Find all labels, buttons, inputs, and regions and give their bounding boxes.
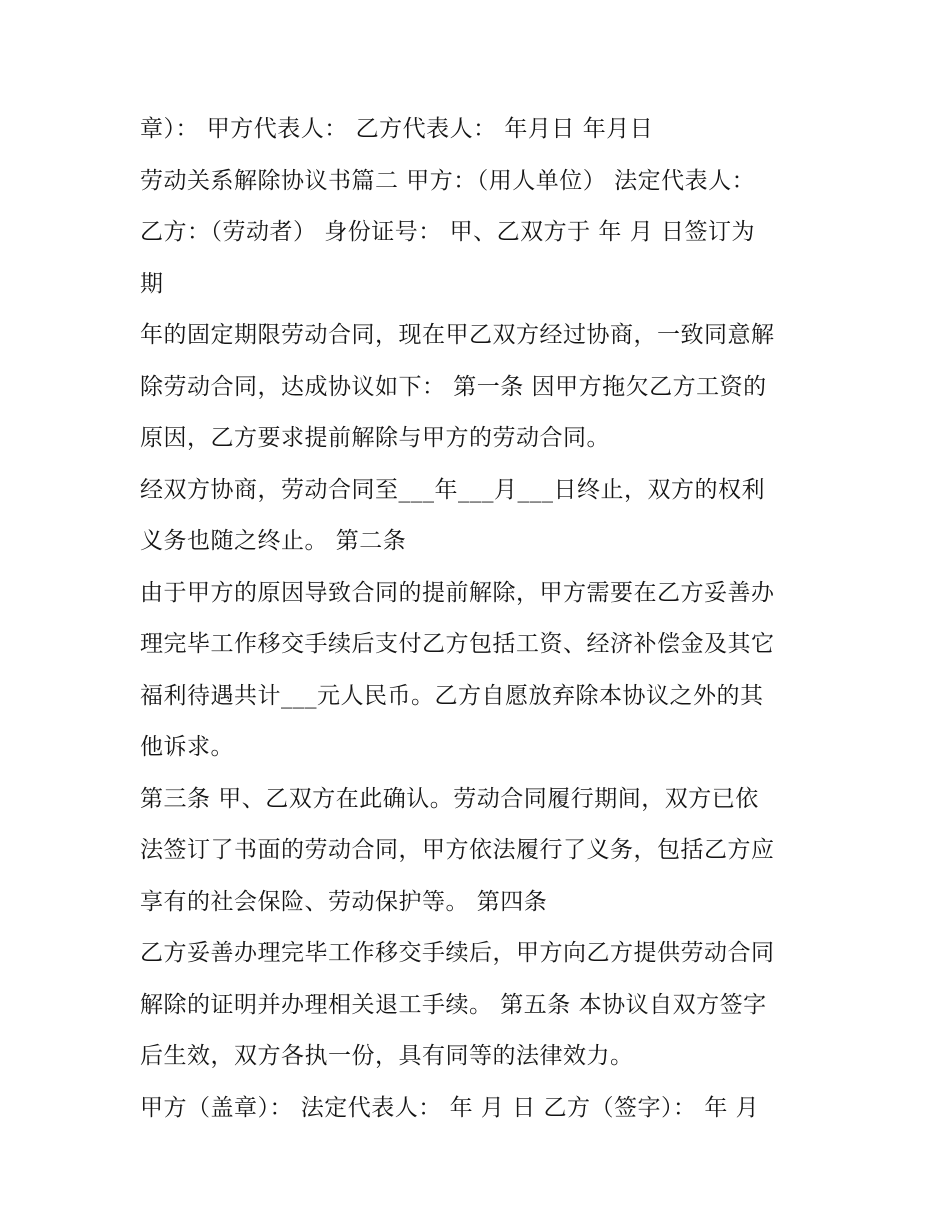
text-line: 第三条 甲、乙双方在此确认。劳动合同履行期间，双方已依 bbox=[140, 785, 759, 812]
text-line: 乙方：（劳动者） 身份证号： 甲、乙双方于 年 月 日签订为 bbox=[140, 219, 756, 245]
text-line: 除劳动合同，达成协议如下： 第一条 因甲方拖欠乙方工资的 bbox=[140, 373, 767, 400]
document-body bbox=[140, 108, 820, 1138]
text-line: 由于甲方的原因导致合同的提前解除，甲方需要在乙方妥善办 bbox=[140, 579, 775, 606]
text-line: 法签订了书面的劳动合同，甲方依法履行了义务，包括乙方应 bbox=[140, 837, 775, 863]
text-line: 理完毕工作移交手续后支付乙方包括工资、经济补偿金及其它 bbox=[140, 631, 775, 657]
text-line: 后生效，双方各执一份，具有同等的法律效力。 bbox=[140, 1043, 634, 1069]
text-line: 年的固定期限劳动合同，现在甲乙双方经过协商，一致同意解 bbox=[140, 322, 775, 348]
text-line: 他诉求。 bbox=[140, 734, 234, 760]
text-line: 甲方（盖章）： 法定代表人： 年 月 日 乙方（签字）： 年 月 bbox=[140, 1094, 760, 1121]
text-line: 原因，乙方要求提前解除与甲方的劳动合同。 bbox=[140, 425, 610, 451]
text-line: 乙方妥善办理完毕工作移交手续后，甲方向乙方提供劳动合同 bbox=[140, 940, 775, 966]
text-line: 解除的证明并办理相关退工手续。 第五条 本协议自双方签字 bbox=[140, 991, 767, 1018]
text-line: 义务也随之终止。 第二条 bbox=[140, 528, 407, 554]
text-line: 期 bbox=[140, 270, 164, 297]
text-line: 福利待遇共计___元人民币。乙方自愿放弃除本协议之外的其 bbox=[140, 682, 764, 709]
text-line: 劳动关系解除协议书篇二 甲方：（用人单位） 法定代表人： bbox=[140, 167, 756, 194]
text-line: 章）： 甲方代表人： 乙方代表人： 年月日 年月日 bbox=[140, 116, 654, 142]
text-line: 享有的社会保险、劳动保护等。 第四条 bbox=[140, 888, 548, 915]
text-line: 经双方协商，劳动合同至___年___月___日终止，双方的权利 bbox=[140, 476, 765, 503]
